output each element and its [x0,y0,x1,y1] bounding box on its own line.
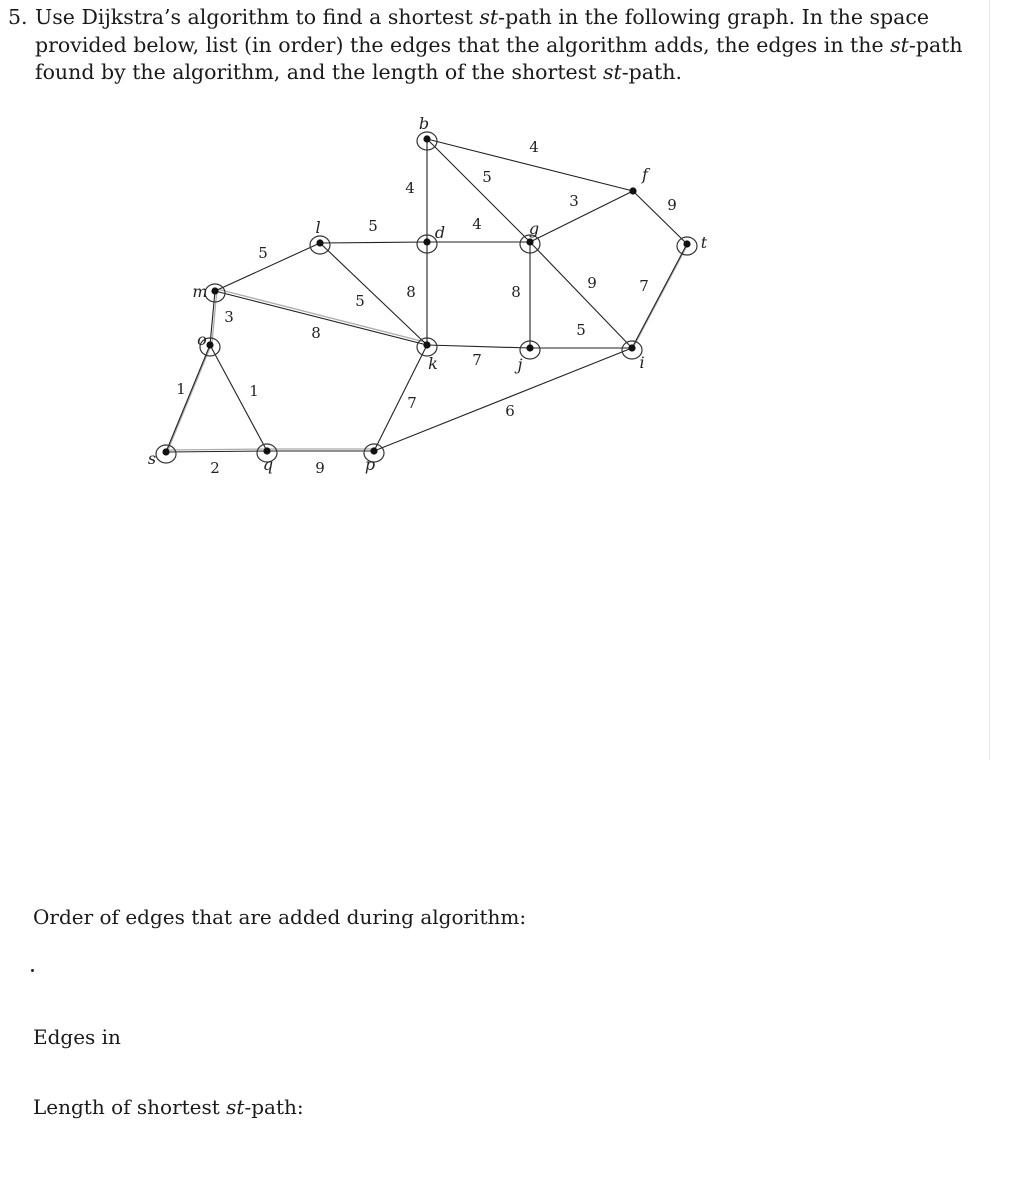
problem-number: 5. [8,5,28,29]
edge-t-i [632,244,687,348]
problem-text: -path in the following graph. In the space [498,5,929,29]
node-label-d: d [434,223,446,242]
edges-in-path-label: Edges in [33,1025,121,1049]
node-q [263,447,270,454]
node-label-g: g [528,219,540,238]
node-label-k: k [428,354,438,373]
node-label-i: i [639,353,645,372]
node-label-l: l [315,218,321,237]
node-label-b: b [418,114,430,133]
node-t [683,240,690,247]
edge-weight-g-j: 8 [511,283,521,301]
node-label-j: j [517,355,523,374]
length-text: -path: [244,1095,304,1119]
edge-weight-m-k: 8 [311,324,321,342]
edge-g-f [530,191,633,242]
node-label-f: f [642,165,648,184]
pen-dot [31,969,34,972]
node-k [423,341,430,348]
problem-text: found by the algorithm, and the length of the shortest [35,60,603,84]
st-italic: st [479,5,499,29]
edge-o-s [166,345,210,452]
edge-weight-q-p: 9 [315,459,325,477]
edge-weight-b-f: 4 [529,138,539,156]
edge-weight-k-p: 7 [407,394,417,412]
edge-k-p [374,345,427,451]
node-s [162,448,169,455]
length-text: Length of shortest [33,1095,227,1119]
node-d [423,238,430,245]
edge-weight-b-g: 5 [482,168,492,186]
node-o [206,341,213,348]
node-label-q: q [262,455,274,474]
node-j [526,344,533,351]
edge-weight-l-d: 5 [368,217,378,235]
edge-weight-k-j: 7 [472,351,482,369]
edge-weight-o-s: 1 [176,380,186,398]
edge-weight-p-i: 6 [505,402,515,420]
node-b [423,135,430,142]
edge-weight-s-q: 2 [210,459,220,477]
problem-text: Use Dijkstra’s algorithm to find a shortest [35,5,480,29]
node-f [629,187,636,194]
node-label-m: m [192,282,208,301]
node-label-s: s [147,449,157,468]
edge-weight-l-k: 5 [355,292,365,310]
node-label-p: p [364,455,376,474]
edge-weight-t-i: 7 [639,277,649,295]
pencil-trace [168,343,212,450]
st-italic: st [226,1095,245,1119]
edge-weight-m-o: 3 [224,308,234,326]
graph-diagram [0,0,1024,520]
node-m [211,287,218,294]
pencil-trace [168,449,269,450]
node-i [628,344,635,351]
edge-weight-g-i: 9 [587,274,597,292]
edge-weight-o-q: 1 [249,382,259,400]
edge-k-j [427,345,530,348]
node-g [526,238,533,245]
node-l [316,239,323,246]
node-p [370,447,377,454]
edge-weight-j-i: 5 [576,321,586,339]
node-label-o: o [197,330,207,349]
edge-m-k [215,291,427,345]
problem-text: -path. [621,60,682,84]
st-italic: st [890,33,909,57]
st-italic: st [602,60,622,84]
length-label [33,1095,304,1119]
node-label-t: t [700,233,708,252]
edge-weight-m-l: 5 [258,244,268,262]
edge-l-d [320,242,427,243]
edge-weight-d-g: 4 [472,215,482,233]
edge-s-q [166,451,267,452]
edge-weight-b-d: 4 [405,179,415,197]
edge-weight-f-t: 9 [667,196,677,214]
problem-text: -path [908,33,963,57]
edge-f-t [633,191,687,244]
edge-weight-g-f: 3 [569,192,579,210]
problem-text: provided below, list (in order) the edges that the algorithm adds, the edges in the [35,33,891,57]
order-of-edges-label: Order of edges that are added during algorithm: [33,905,527,929]
edge-weight-d-k: 8 [406,283,416,301]
